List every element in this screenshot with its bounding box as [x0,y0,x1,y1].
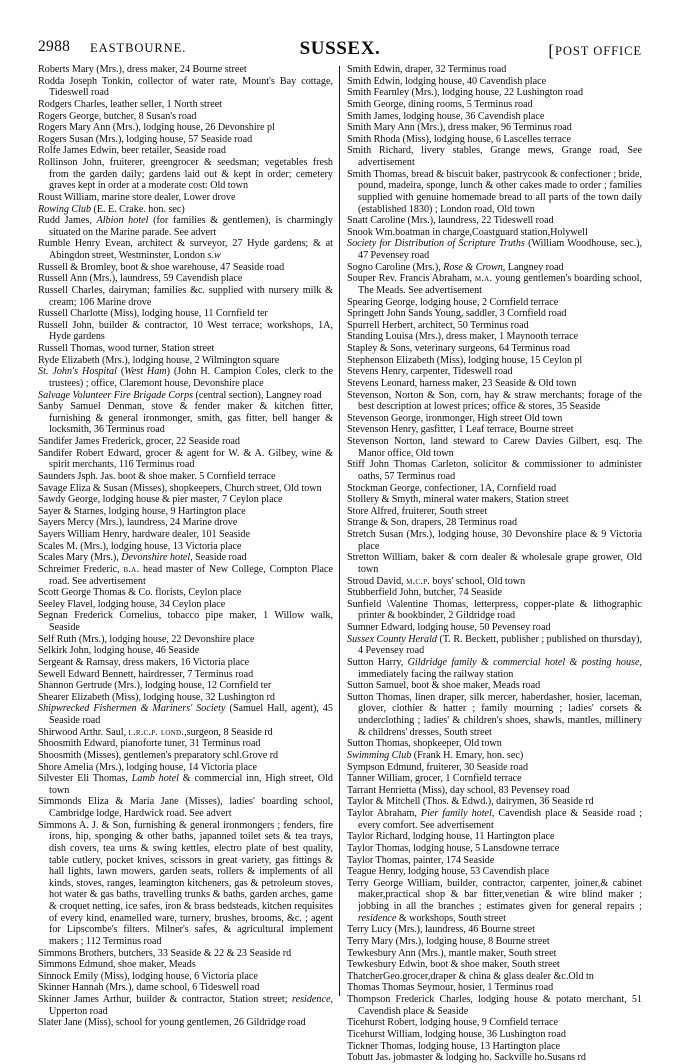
entry-italic: Shipwrecked Fishermen & Mariners' Society [38,703,226,715]
entry-text: Stiff John Thomas Carleton, solicitor & commissioner to administer oaths, 57 Terminus road [347,459,642,482]
directory-entry [38,750,333,762]
entry-smallcaps: m.c.p. [406,575,431,587]
entry-italic: residence [358,912,397,924]
entry-text: Stretton William, baker & corn dealer & wholesale grape grower, Old town [347,552,642,575]
directory-entry [347,796,642,808]
directory-entry [38,610,333,633]
directory-entry [38,355,333,367]
directory-entry [38,669,333,681]
directory-entry [347,1017,642,1029]
entry-text: Savage Eliza & Susan (Misses), shopkeepers, Church street, Old town [38,482,322,494]
directory-entry [347,808,642,831]
directory-entry [38,99,333,111]
directory-entry [38,820,333,948]
entry-text: Thompson Frederick Charles, lodging house & potato merchant, 51 Cavendish place & Seaside [347,994,642,1017]
directory-entry [347,227,642,239]
entry-text: Scales Mary (Mrs.), Devonshire hotel, Seaside road [38,552,247,564]
entry-text: Swimming Club (Frank H. Emary, hon. sec) [347,749,524,761]
directory-entry [347,634,642,657]
entry-text: Self Ruth (Mrs.), lodging house, 22 Devonshire place [38,633,255,645]
entry-text: Rodgers Charles, leather seller, 1 North street [38,98,222,110]
entry-text: Smith James, lodging house, 36 Cavendish place [347,110,545,122]
directory-entry [38,273,333,285]
entry-text: Sayers Mercy (Mrs.), laundress, 24 Marine drove [38,517,238,529]
entry-smallcaps: b.a. [123,563,140,575]
directory-entry [347,424,642,436]
entry-text: Ticehurst Robert, lodging house, 9 Cornfield terrace [347,1017,559,1029]
directory-entry [38,680,333,692]
directory-entry [347,517,642,529]
entry-text: Shirwood Arthr. Saul, l.r.c.p. lond.,surgeon, 8 Seaside rd [38,726,273,738]
entry-text: Russell Charlotte (Miss), lodging house, 11 Cornfield ter [38,308,268,320]
entry-text: Sutton Samuel, boot & shoe maker, Meads road [347,680,541,692]
entry-text: Shearer Elizabeth (Miss), lodging house, 32 Lushington rd [38,691,275,703]
directory-entry [347,483,642,495]
directory-entry [38,471,333,483]
entry-italic: Swimming Club [347,749,412,761]
entry-text: Rogers Susan (Mrs.), lodging house, 57 Seaside road [38,133,253,145]
directory-entry [38,494,333,506]
entry-text: Tanner William, grocer, 1 Cornfield terrace [347,773,522,785]
entry-text: Simmons Edmund, shoe maker, Meads [38,959,196,971]
entry-text: Shoosmith (Misses), gentlemen's preparatory schl.Grove rd [38,749,279,761]
entry-text: Snatt Caroline (Mrs.), laundress, 22 Tideswell road [347,215,554,227]
directory-entry [38,122,333,134]
entry-text: Stockman George, confectioner, 1A, Cornfield road [347,482,557,494]
entry-text: Smith Mary Ann (Mrs.), dress maker, 96 Terminus road [347,122,572,134]
directory-entry [38,599,333,611]
directory-entry [38,390,333,402]
directory-entry [38,971,333,983]
entry-text: Russell Charles, dairyman; families &c. supplied with nursery milk & cream; 106 Marine drove [38,284,333,308]
entry-text: Simmons Brothers, butchers, 33 Seaside & 22 & 23 Seaside rd [38,947,292,959]
directory-entry [38,564,333,587]
entry-text: Stapley & Sons, veterinary surgeons, 64 Terminus road [347,343,570,354]
entry-text: Rowing Club (E. E. Crake. hon. sec) [38,203,185,215]
entry-text: Smith Rhoda (Miss), lodging house, 6 Lascelles terrace [347,133,571,145]
entry-text: Roust William, marine store dealer, Lower drove [38,191,236,203]
running-head-place: EASTBOURNE. [90,41,187,55]
directory-entry [347,378,642,390]
directory-entry [38,634,333,646]
directory-entry [347,587,642,599]
entry-text: Rodda Joseph Tonkin, collector of water rate, Mount's Bay cottage, Tideswell road [38,75,333,99]
running-head-source-label: POST OFFICE [554,44,642,58]
entry-text: Stretch Susan (Mrs.), lodging house, 30 Devonshire place & 9 Victoria place [347,529,642,552]
directory-entry [38,238,333,261]
entry-text: Strange & Son, drapers, 28 Terminus road [347,517,518,529]
column-divider-rule [339,66,340,996]
directory-entry [347,320,642,332]
entry-text: Sayers William Henry, hardware dealer, 101 Seaside [38,529,250,540]
entry-text: Terry George William, builder, contractor, carpenter, joiner,& cabinet maker,practical shop & bar fitter,venetian & wire blind maker ; jobbing in all the branches ; estimates given for general repairs ; residence & workshops, South street [347,877,642,924]
entry-text: Sutton Harry, Gildridge family & commercial hotel & posting house, immediately facing the railway station [347,656,643,680]
entry-text: Tickner Thomas, lodging house, 13 Hartington place [347,1040,561,1052]
directory-entry [38,727,333,739]
directory-entry [38,645,333,657]
directory-entry [38,215,333,238]
directory-entry [38,111,333,123]
entry-text: Rolfe James Edwin, beer retailer, Seaside road [38,145,226,157]
entry-smallcaps: l.r.c.p. lond. [128,726,185,738]
directory-entry [38,401,333,436]
directory-entry [347,855,642,867]
directory-entry [347,982,642,994]
directory-entry [38,959,333,971]
entry-text: Silvester Eli Thomas, Lamb hotel & commercial inn, High street, Old town [38,773,333,796]
column-left [38,64,334,1029]
directory-entry [347,64,642,76]
entry-italic: St. John's Hospital [38,366,117,378]
entry-text: Seeley Flavel, lodging house, 34 Ceylon place [38,598,226,610]
directory-entry [347,878,642,925]
directory-entry [347,750,642,762]
entry-text: Smith Edwin, lodging house, 40 Cavendish place [347,75,547,87]
entry-text: Rollinson John, fruiterer, greengrocer & seedsman; vegetables fresh from the garden daily; gardens laid out & kept in order; cemetery graves kept in order at a moderate cost: Old town [38,157,333,192]
directory-entry [347,785,642,797]
entry-text: Stroud David, m.c.p. boys' school, Old town [347,575,526,587]
entry-text: Taylor Richard, lodging house, 11 Hartington place [347,831,555,843]
entry-text: Snook Wm.boatman in charge,Coastguard station,Holywell [347,226,588,238]
directory-entry [38,145,333,157]
directory-entry [347,308,642,320]
entry-text: Smith George, dining rooms, 5 Terminus road [347,98,533,110]
directory-entry [38,587,333,599]
directory-entry [347,680,642,692]
entry-text: Stevenson, Norton & Son, corn, hay & straw merchants; forage of the best description at lowest prices; office & stores, 35 Seaside [347,389,642,413]
entry-text: Scott George Thomas & Co. florists, Ceylon place [38,587,242,599]
entry-text: Stollery & Smyth, mineral water makers, Station street [347,494,569,506]
directory-entry [38,703,333,726]
directory-entry [347,576,642,588]
entry-text: Society for Distribution of Scripture Truths (William Woodhouse, sec.), 47 Pevensey road [347,238,642,261]
entry-text: Sandifer Robert Edward, grocer & agent for W. & A. Gilbey, wine & spirit merchants, 116 Terminus road [38,447,333,471]
directory-entry [347,994,642,1017]
directory-entry [38,541,333,553]
entry-text: Sussex County Herald (T. R. Beckett, publisher ; published on thursday), 4 Pevensey road [347,633,642,657]
directory-entry [347,924,642,936]
entry-text: Tobutt Jas. jobmaster & lodging ho. Sackville ho.Susans rd [347,1052,586,1064]
entry-text: Sandifer James Frederick, grocer, 22 Seaside road [38,436,240,447]
directory-entry [38,64,333,76]
entry-text: Stevenson Henry, gasfitter, 1 Leaf terrace, Bourne street [347,424,574,436]
directory-entry [38,773,333,796]
entry-text: Souper Rev. Francis Abraham, m.a. young gentlemen's boarding school, The Meads. See advertisement [347,273,643,296]
directory-entry [347,948,642,960]
entry-italic: Pier family hotel [420,808,492,819]
entry-text: Sewell Edward Bennett, hairdresser, 7 Terminus road [38,668,254,680]
entry-text: Shipwrecked Fishermen & Mariners' Society (Samuel Hall, agent), 45 Seaside road [38,703,333,726]
entry-text: Sayer & Starnes, lodging house, 9 Hartington place [38,505,246,517]
directory-entry [38,320,333,343]
entry-text: Simmonds Eliza & Maria Jane (Misses), ladies' boarding school, Cambridge lodge, Hardwick road. See advert [38,796,333,819]
directory-entry [38,796,333,819]
entry-text: Stevenson Norton, land steward to Carew Davies Gilbert, esq. The Manor office, Old town [347,436,642,459]
entry-text: St. John's Hospital (West Ham) (John H. Campion Coles, clerk to the trustees) ; office, Claremont house, Devonshire place [38,366,334,389]
entry-text: Sumner Edward, lodging house, 50 Pevensey road [347,622,551,633]
directory-entry [347,262,642,274]
entry-text: Rudd James, Albion hotel (for families & gentlemen), is charmingly situated on the Marine parade. See advert [38,215,333,238]
column-right [347,64,643,1064]
running-head-source [548,41,642,61]
entry-italic: Rose & Crown [443,261,503,273]
directory-entry [347,436,642,459]
directory-entry [347,552,642,575]
directory-entry [347,843,642,855]
entry-text: Stevenson George, ironmonger, High street Old town [347,412,563,424]
entry-text: Smith Edwin, draper, 32 Terminus road [347,64,507,75]
directory-entry [347,331,642,343]
entry-italic: Society for Distribution of Scripture Truths [347,238,525,250]
entry-italic: Sussex County Herald [347,633,437,645]
directory-entry [347,390,642,413]
directory-entry [38,762,333,774]
entry-text: Smith Fearnley (Mrs.), lodging house, 22 Lushington road [347,87,584,99]
directory-entry [347,343,642,355]
entry-text: Saunders Jsph. Jas. boot & shoe maker. 5 Cornfield terrace [38,470,276,482]
entry-text: Tarrant Henrietta (Miss), day school, 83 Pevensey road [347,784,570,796]
entry-text: Shore Amelia (Mrs.), lodging house, 14 Victoria place [38,761,257,773]
running-head [38,38,642,60]
directory-entry [347,145,642,168]
directory-entry [38,982,333,994]
directory-entry [38,692,333,704]
directory-entry [347,599,642,622]
directory-entry [38,529,333,541]
directory-entry [347,215,642,227]
directory-entry [347,111,642,123]
directory-entry [347,76,642,88]
directory-entry [347,134,642,146]
entry-text: Sunfield \Valentine Thomas, letterpress, copper-plate & lithographic printer & bookbinder, 2 Gildridge road [347,598,642,622]
entry-text: Teague Henry, lodging house, 53 Cavendish place [347,866,550,878]
directory-entry [38,76,333,99]
directory-entry [347,866,642,878]
entry-text: Sutton Thomas, shopkeeper, Old town [347,738,502,750]
directory-entry [38,134,333,146]
entry-text: Rogers George, butcher, 8 Susan's road [38,110,197,122]
directory-entry [347,169,642,216]
directory-entry [347,238,642,261]
entry-italic: Lamb hotel [131,773,179,785]
entry-text: Stephenson Elizabeth (Miss), lodging house, 15 Ceylon pl [347,354,583,366]
directory-entry [347,971,642,983]
entry-text: Sawdy George, lodging house & pier master, 7 Ceylon place [38,494,283,506]
entry-text: Slater Jane (Miss), school for young gentlemen, 26 Gildridge road [38,1017,306,1029]
directory-entry [347,273,642,296]
entry-italic: Gildridge family & commercial hotel & posting house [407,656,640,668]
directory-entry [38,738,333,750]
open-bracket: [ [548,41,555,60]
entry-text: Standing Louisa (Mrs.), dress maker, 1 Maynooth terrace [347,331,579,343]
entry-text: Spurrell Herbert, architect, 50 Terminus road [347,319,529,331]
entry-text: Shannon Gertrude (Mrs.), lodging house, 12 Cornfield ter [38,680,272,692]
directory-entry [38,308,333,320]
directory-entry [38,157,333,192]
entry-text: Stevens Leonard, harness maker, 23 Seaside & Old town [347,377,577,389]
entry-text: Stubberfield John, butcher, 74 Seaside [347,587,502,599]
directory-entry [347,762,642,774]
entry-text: Roberts Mary (Mrs.), dress maker, 24 Bourne street [38,64,247,75]
directory-entry [347,657,642,680]
directory-entry [38,994,333,1017]
entry-text: Sogno Caroline (Mrs.), Rose & Crown, Langney road [347,261,564,273]
directory-entry [347,494,642,506]
directory-entry [38,448,333,471]
entry-text: Sanby Samuel Denman, stove & fender maker & kitchen fitter, furnishing & general ironmonger, smith, gas fitter, bell hanger & locksmith, 36 Terminus road [38,401,333,436]
directory-entry [38,948,333,960]
directory-entry [347,99,642,111]
entry-italic: West Ham [124,366,167,378]
directory-entry [38,657,333,669]
directory-entry [38,506,333,518]
entry-text: Rogers Mary Ann (Mrs.), lodging house, 26 Devonshire pl [38,122,275,134]
directory-entry [38,1017,333,1029]
entry-text: ThatcherGeo.grocer,draper & china & glass dealer &c.Old tn [347,970,594,982]
entry-text: Sergeant & Ramsay, dress makers, 16 Victoria place [38,656,250,668]
entry-text: Store Alfred, fruiterer, South street [347,505,488,517]
directory-entry [347,506,642,518]
directory-entry [347,1041,642,1053]
entry-text: Terry Lucy (Mrs.), laundress, 46 Bourne street [347,924,535,936]
directory-entry [347,622,642,634]
directory-entry [38,436,333,448]
directory-entry [347,692,642,739]
entry-text: Terry Mary (Mrs.), lodging house, 8 Bourne street [347,935,550,947]
entry-italic: s.w [207,250,221,261]
directory-entry [38,192,333,204]
directory-entry [38,483,333,495]
entry-text: Ryde Elizabeth (Mrs.), lodging house, 2 Wilmington square [38,354,280,366]
entry-text: Smith Richard, livery stables, Grange mews, Grange road, See advertisement [347,145,642,168]
directory-entry [347,738,642,750]
entry-text: Spearing George, lodging house, 2 Cornfield terrace [347,296,559,308]
entry-italic: Devonshire hotel [121,552,191,564]
directory-entry [347,122,642,134]
entry-text: Taylor Thomas, lodging house, 5 Lansdowne terrace [347,842,560,854]
directory-entry [347,936,642,948]
entry-italic: residence [292,994,331,1005]
directory-entry [347,355,642,367]
directory-entry [347,529,642,552]
directory-entry [347,297,642,309]
entry-italic: Salvage Volunteer Fire Brigade Corps [38,389,194,401]
directory-entry [347,959,642,971]
directory-entry [38,343,333,355]
entry-text: Selkirk John, lodging house, 46 Seaside [38,645,200,657]
entry-text: Russell Ann (Mrs.), laundress, 59 Cavendish place [38,273,243,285]
entry-text: Taylor & Mitchell (Thos. & Edwd.), dairymen, 36 Seaside rd [347,796,594,808]
entry-text: Stevens Henry, carpenter, Tideswell road [347,366,513,378]
entry-text: Springett John Sands Young, saddler, 3 Cornfield road [347,308,567,320]
directory-entry [38,204,333,216]
directory-entry [347,1052,642,1064]
entry-text: Smith Thomas, bread & biscuit baker, pastrycook & confectioner ; bride, pound, madeira, sponge, lunch & other cakes made to order ; families supplied with genuine homemade bread to all parts of the town daily (established 1830) ; London road, Old town [347,168,642,215]
entry-text: Taylor Thomas, painter, 174 Seaside [347,854,495,866]
entry-text: Skinner James Arthur, builder & contractor, Station street; residence, Upperton road [38,994,333,1017]
entry-text: Tewkesbury Edwin, boot & shoe maker, South street [347,959,560,971]
directory-entry [347,459,642,482]
running-head-county: SUSSEX. [299,38,381,59]
entry-text: Sutton Thomas, linen draper, silk mercer, haberdasher, hosier, laceman, glover, clothier & hatter ; family mourning ; ladies' corsets & underclothing ; ladies' & children's shoes, shawls, mantles, millinery & childrens' dresses, South street [347,691,642,738]
directory-entry [38,552,333,564]
directory-entry [347,413,642,425]
directory-entry [347,831,642,843]
entry-italic: Albion hotel [96,215,149,227]
entry-text: Ticehurst William, lodging house, 36 Lushington road [347,1028,566,1040]
entry-text: Thomas Thomas Seymour, hosier, 1 Terminus road [347,982,554,994]
page-number: 2988 [38,38,71,55]
entry-text: Taylor Abraham, Pier family hotel, Cavendish place & Seaside road ; every comfort. See advertisement [347,808,642,831]
entry-text: Sinnock Emily (Miss), lodging house, 6 Victoria place [38,970,258,982]
entry-text: Scales M. (Mrs.), lodging house, 13 Victoria place [38,540,242,552]
directory-entry [38,366,333,389]
entry-text: Russell Thomas, wood turner, Station street [38,343,215,354]
entry-text: Rumble Henry Evean, architect & surveyor, 27 Hyde gardens; & at Abingdon street, Westminster, London s.w [38,238,333,261]
directory-entry [38,285,333,308]
entry-text: Salvage Volunteer Fire Brigade Corps (central section), Langney road [38,389,322,401]
body-columns [38,64,643,1064]
entry-text: Simmons A. J. & Son, furnishing & general ironmongers ; fenders, fire irons, hip, sponging & other baths, japanned toilet sets & tea trays, dish covers, tea urns & swing kettles, electro plate of best quality, table cutlery, pocket knives, scissors in great variety, gas fittings & hall lights, lawn mowers, garden seats, rollers & implements of all kinds, stoves, ranges, leamington kitcheners, gas & petroleum stoves, hot water & gas baths, travelling trunks & baths, garden arches, game & croquet netting, ice safes, iron & brass bedsteads, kitchen requisites of every kind, enamelled ware, turnery, brushes, brooms, &c. ; agent for Lipscombe's filters. Milner's safes, & agricultural implement makers ; 112 Terminus road [38,819,333,947]
entry-text: Schreimer Frederic, b.a. head master of New College, Compton Place road. See advertisement [38,563,333,587]
directory-entry [347,773,642,785]
entry-text: Sympson Edmund, fruiterer, 30 Seaside road [347,761,529,773]
entry-smallcaps: m.a. [474,273,493,285]
directory-entry [347,1029,642,1041]
directory-entry [347,87,642,99]
entry-italic: Rowing Club [38,203,92,215]
entry-text: Skinner Hannah (Mrs.), dame school, 6 Tideswell road [38,982,260,994]
entry-text: Russell & Bromley, boot & shoe warehouse, 47 Seaside road [38,261,285,273]
directory-entry [347,366,642,378]
entry-text: Segnan Frederick Cornelius, tobacco pipe maker, 1 Willow walk, Seaside [38,610,333,633]
entry-text: Tewkesbury Ann (Mrs.), mantle maker, South street [347,947,557,959]
directory-entry [38,262,333,274]
directory-entry [38,517,333,529]
entry-text: Shoosmith Edward, pianoforte tuner, 31 Terminus road [38,738,261,750]
entry-text: Russell John, builder & contractor, 10 West terrace; workshops, 1A, Hyde gardens [38,319,333,343]
